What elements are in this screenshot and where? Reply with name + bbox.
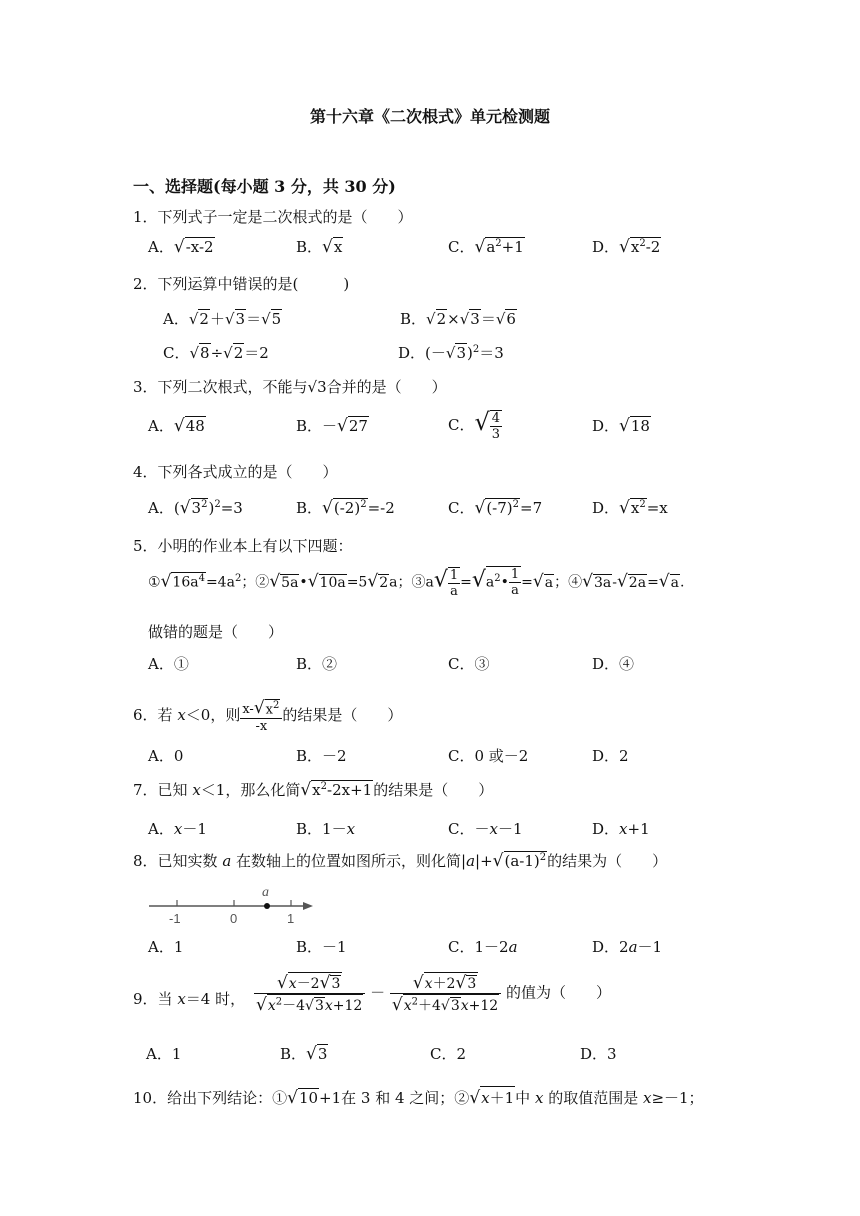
tick-label-neg1: -1 — [169, 911, 181, 926]
q5-opt-d: D．④ — [592, 655, 635, 673]
q8-opt-b: B．－1 — [296, 938, 347, 956]
question-7-stem: 7．已知 x＜1，那么化简$√x^2-2x+1$的结果是（ ） — [133, 780, 494, 800]
q5-opt-c: C．③ — [448, 655, 490, 673]
question-5-stem: 5．小明的作业本上有以下四题： — [133, 537, 353, 555]
q3-opt-b: B．－√27 — [296, 416, 368, 436]
question-4-stem: 4．下列各式成立的是（ ） — [133, 463, 338, 481]
q1-opt-d: D．$√x^2-2$ — [592, 237, 661, 257]
q1-opt-b: B．√x — [296, 237, 343, 257]
q2-opt-d: D．$(-√3)^2=3$ — [398, 344, 504, 362]
q8-opt-d: D．2a－1 — [592, 938, 663, 956]
q3-opt-c: C．√ $\frac{4}{3}$ — [448, 408, 501, 442]
q7-opt-c: C．－x－1 — [448, 820, 523, 838]
q5-opt-b: B．② — [296, 655, 338, 673]
point-label-a: a — [262, 885, 269, 900]
q9-opt-a: A．1 — [146, 1045, 182, 1063]
number-line-point — [264, 903, 270, 909]
question-6-stem: 6．若 x＜0，则 $\frac{x-√x^2}{-x}$ 的结果是（ ） — [133, 698, 403, 734]
q2-opt-a: A．√2＋√3＝√5 — [163, 310, 282, 328]
question-1-stem: 1．下列式子一定是二次根式的是（ ） — [133, 208, 413, 226]
q6-opt-d: D．2 — [592, 747, 629, 765]
question-8-stem: 8．已知实数 a 在数轴上的位置如图所示，则化简$|a|+√(a-1)^2$的结果为（ ） — [133, 851, 668, 871]
q9-opt-c: C．2 — [430, 1045, 467, 1063]
q3-opt-d: D．√18 — [592, 416, 650, 436]
q9-opt-b: B．√3 — [280, 1044, 328, 1064]
page-title: 第十六章《二次根式》单元检测题 — [309, 107, 550, 126]
question-3-stem: 3．下列二次根式，不能与√3合并的是（ ） — [133, 378, 447, 396]
q2-opt-c: C．√8÷√2＝2 — [163, 344, 269, 362]
q7-opt-b: B．1－x — [296, 820, 356, 838]
q6-opt-b: B．－2 — [296, 747, 347, 765]
section-heading: 一、选择题(每小题 3 分，共 30 分) — [133, 177, 396, 196]
tick-label-0: 0 — [230, 911, 238, 926]
q1-opt-a: A．√-x-2 — [148, 237, 214, 257]
q5-statements: $①√16a^4=4a^2$；②√5a•√10a=5√2a；③a√ $\frac{1}{a}$ $=√a^2•$ $\frac{1}{a}$ =√a；④√3a-√2a=√a. — [148, 567, 685, 599]
q8-opt-a: A．1 — [148, 938, 184, 956]
question-2-stem: 2．下列运算中错误的是( ) — [133, 275, 350, 293]
q3-opt-a: A．√48 — [148, 416, 205, 436]
q8-opt-c: C．1－2a — [448, 938, 518, 956]
q5-opt-a: A．① — [148, 655, 189, 673]
q9-opt-d: D．3 — [580, 1045, 617, 1063]
q7-opt-a: A．x－1 — [148, 820, 207, 838]
q7-opt-d: D．x+1 — [592, 820, 650, 838]
q2-opt-b: B．√2×√3＝√6 — [400, 310, 516, 328]
question-10-stem: 10．给出下列结论：①√10+1在 3 和 4 之间；②√x＋1中 x 的取值范围是 x≥－1； — [133, 1088, 704, 1108]
q4-opt-c: C．$√(-7)^2=7$ — [448, 498, 543, 518]
q4-opt-d: D．$√x^2=x$ — [592, 498, 668, 518]
tick-label-1: 1 — [287, 911, 295, 926]
q6-opt-a: A．0 — [148, 747, 184, 765]
question-9-stem: 9．当 x＝4 时， — [133, 990, 246, 1008]
q4-opt-b: B．$√(-2)^2=-2$ — [296, 498, 395, 518]
q1-opt-c: C．$√a^2+1$ — [448, 237, 524, 257]
q5-prompt: 做错的题是（ ） — [148, 623, 284, 641]
q4-opt-a: A．$(√3^2)^2=3$ — [148, 498, 243, 518]
q9-expression: $\frac{√x-2√3}{√x^2-4√3x+12}$ － $\frac{√x+2√3}{√x^2+4√3x+12}$ 的值为（ ） — [256, 973, 611, 1015]
q6-opt-c: C．0 或－2 — [448, 747, 529, 765]
number-line-figure — [147, 882, 317, 926]
